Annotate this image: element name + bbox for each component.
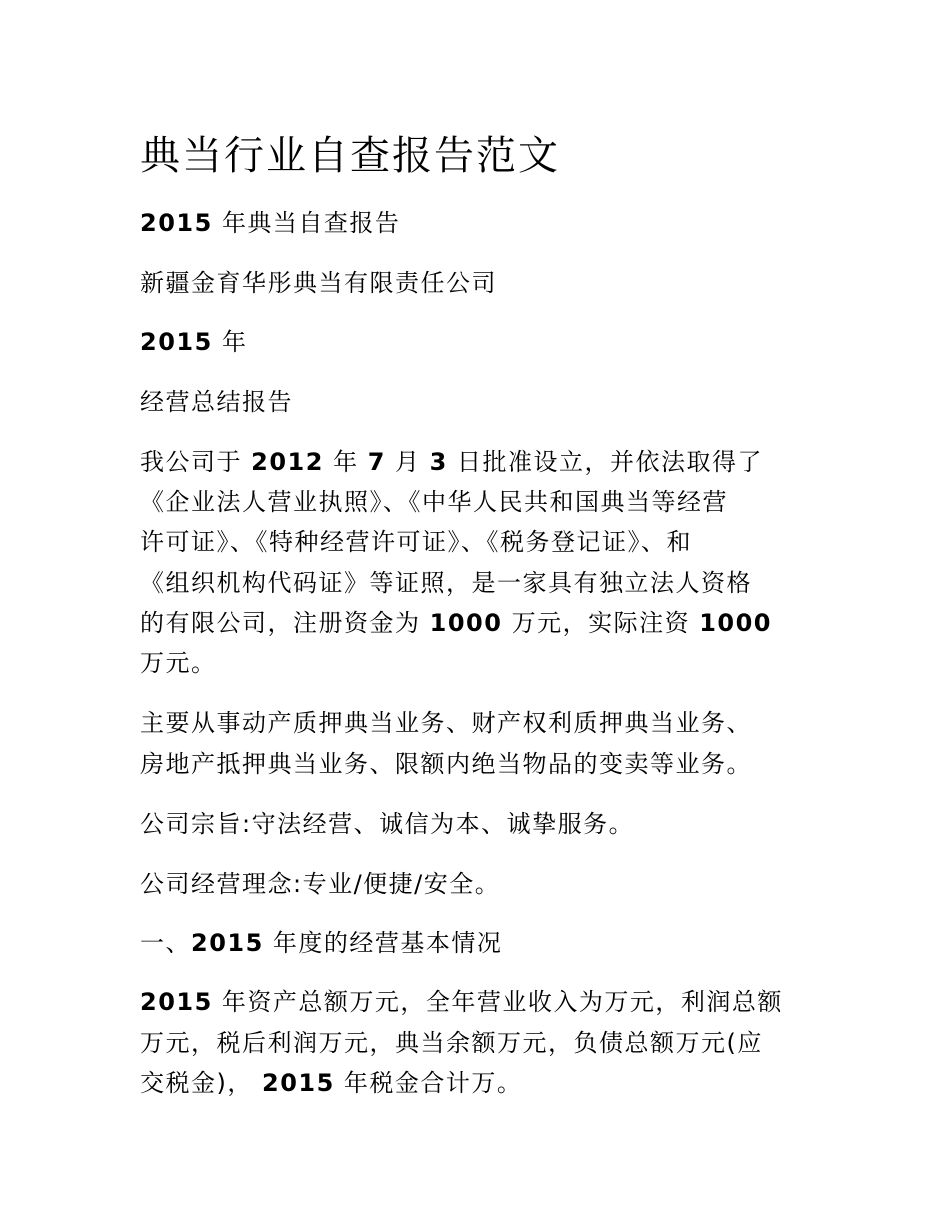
para1-line5 (140, 603, 772, 643)
text-run: 日批准设立，并依法取得了 (447, 448, 764, 476)
subtitle-year: 2015 (140, 209, 213, 237)
para3-line1 (140, 982, 783, 1022)
para3-line3 (140, 1063, 522, 1103)
text-run-bold: 2015 (140, 988, 213, 1016)
text-run-bold: 2015 (262, 1069, 335, 1097)
text-run: 年 (323, 448, 368, 476)
text-run: 年税金合计万。 (334, 1069, 523, 1097)
subtitle-text: 年典当自查报告 (221, 209, 401, 237)
text-run: 一、 (140, 929, 191, 957)
report-subtitle (140, 203, 400, 243)
para2-line2: 房地产抵押典当业务、限额内绝当物品的变卖等业务。 (140, 750, 752, 778)
text-run: 年度的经营基本情况 (263, 929, 503, 957)
text-run-bold: 1000 (429, 609, 503, 637)
year-line (140, 322, 247, 362)
para3-line2: 万元，税后利润万元，典当余额万元，负债总额万元(应 (140, 1029, 763, 1057)
para1-line2: 《企业法人营业执照》、《中华人民共和国典当等经营 (140, 488, 728, 516)
text-run-bold: 7 (367, 448, 386, 476)
text-run: 年资产总额万元，全年营业收入为万元，利润总额 (212, 988, 783, 1016)
text-run-bold: 3 (429, 448, 448, 476)
text-run-bold: 2015 (191, 929, 264, 957)
text-run-bold: 1000 (699, 609, 772, 637)
company-name: 新疆金育华彤典当有限责任公司 (140, 269, 497, 297)
year-number: 2015 (140, 328, 213, 356)
report-type: 经营总结报告 (140, 388, 293, 416)
company-purpose: 公司宗旨:守法经营、诚信为本、诚挚服务。 (140, 810, 635, 838)
para1-line3: 许可证》、《特种经营许可证》、《税务登记证》、和 (140, 528, 692, 556)
para1-line1 (140, 442, 763, 482)
year-suffix: 年 (221, 328, 248, 356)
section-heading-1 (140, 923, 502, 963)
text-run: 交税金)， (140, 1069, 262, 1097)
text-run: 万元，实际注资 (502, 609, 700, 637)
text-run: 月 (385, 448, 430, 476)
para1-line6: 万元。 (140, 649, 217, 677)
text-run-bold: 2012 (251, 448, 324, 476)
text-run: 的有限公司，注册资金为 (140, 609, 430, 637)
para2-line1: 主要从事动产质押典当业务、财产权利质押典当业务、 (140, 709, 752, 737)
text-run: 我公司于 (140, 448, 252, 476)
company-concept: 公司经营理念:专业/便捷/安全。 (140, 870, 501, 898)
document-title: 典当行业自查报告范文 (140, 133, 560, 179)
para1-line4: 《组织机构代码证》等证照，是一家具有独立法人资格 (140, 569, 752, 597)
